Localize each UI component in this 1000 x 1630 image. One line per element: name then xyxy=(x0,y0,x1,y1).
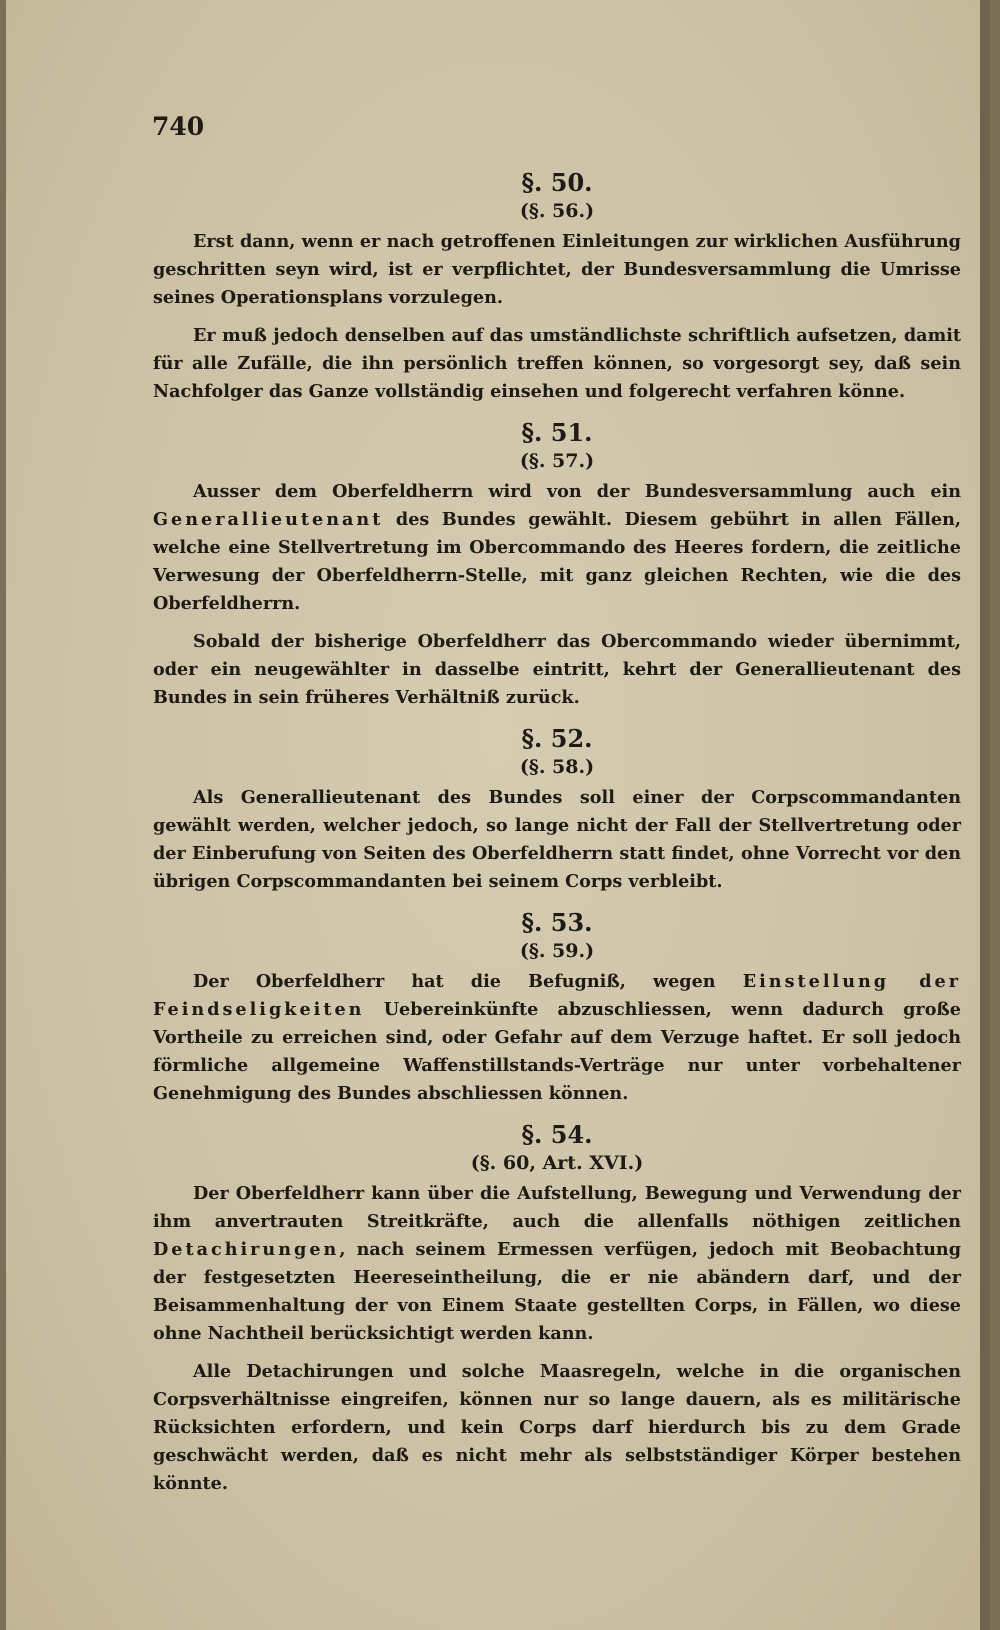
emphasized-term: Einstellung der Feindseligkeiten xyxy=(153,971,961,1020)
text-run: Alle Detachirungen und solche Maasregeln, welche in die organischen Corpsverhältnisse eingreifen, können nur so lange dauern, als es militärische Rücksichten erfordern, und kein Corps darf hierdurch bis zu dem Grade geschwächt werden, daß es nicht mehr als selbstständiger Körper bestehen könnte. xyxy=(153,1361,961,1494)
emphasized-term: Generallieutenant xyxy=(153,509,384,530)
section-reference: (§. 59.) xyxy=(519,940,595,962)
paragraph xyxy=(153,784,961,896)
scanned-page xyxy=(6,0,990,1630)
section-heading: §. 51. xyxy=(521,418,593,447)
text-run: Er muß jedoch denselben auf das umständlichste schriftlich aufsetzen, damit für alle Zufälle, die ihn persönlich treffen können, so vorgesorgt sey, daß sein Nachfolger das Ganze vollständig einsehen und folgerecht verfahren könne. xyxy=(153,325,961,402)
section-51 xyxy=(153,418,961,712)
paragraph xyxy=(153,628,961,712)
paragraph xyxy=(153,1180,961,1348)
text-run: Der Oberfeldherr hat die Befugniß, wegen xyxy=(193,971,743,992)
section-54 xyxy=(153,1120,961,1498)
text-run: Erst dann, wenn er nach getroffenen Einleitungen zur wirklichen Ausführung geschritten seyn wird, ist er verpflichtet, der Bundesversammlung die Umrisse seines Operationsplans vorzulegen. xyxy=(153,231,961,308)
section-53 xyxy=(153,908,961,1108)
section-52 xyxy=(153,724,961,896)
section-heading: §. 52. xyxy=(521,724,593,753)
text-run: des Bundes gewählt. Diesem gebührt in allen Fällen, welche eine Stellvertretung im Obercommando des Heeres fordern, die zeitliche Verwesung der Oberfeldherrn-Stelle, mit ganz gleichen Rechten, wie die des Oberfeldherrn. xyxy=(153,509,961,614)
text-run: Sobald der bisherige Oberfeldherr das Obercommando wieder übernimmt, oder ein neugewählter in dasselbe eintritt, kehrt der Generallieutenant des Bundes in sein früheres Verhältniß zurück. xyxy=(153,631,961,708)
section-reference: (§. 60, Art. XVI.) xyxy=(470,1152,644,1174)
page-edge-shadow xyxy=(980,0,990,1630)
page-body xyxy=(153,168,961,1510)
paragraph xyxy=(153,228,961,312)
section-reference: (§. 56.) xyxy=(519,200,595,222)
paragraph xyxy=(153,1358,961,1498)
paragraph xyxy=(153,968,961,1108)
section-heading: §. 50. xyxy=(521,168,593,197)
text-run: Ausser dem Oberfeldherrn wird von der Bundesversammlung auch ein xyxy=(193,481,961,502)
text-run: Als Generallieutenant des Bundes soll einer der Corpscommandanten gewählt werden, welcher jedoch, so lange nicht der Fall der Stellvertretung oder der Einberufung von Seiten des Oberfeldherrn statt findet, ohne Vorrecht vor den übrigen Corpscommandanten bei seinem Corps verbleibt. xyxy=(153,787,961,892)
paragraph xyxy=(153,322,961,406)
text-run: , nach seinem Ermessen verfügen, jedoch mit Beobachtung der festgesetzten Heereseintheilung, die er nie abändern darf, und der Beisammenhaltung der von Einem Staate gestellten Corps, in Fällen, wo diese ohne Nachtheil berücksichtigt werden kann. xyxy=(153,1239,961,1344)
section-reference: (§. 58.) xyxy=(519,756,595,778)
paragraph xyxy=(153,478,961,618)
section-heading: §. 54. xyxy=(521,1120,593,1149)
section-reference: (§. 57.) xyxy=(519,450,595,472)
text-run: Uebereinkünfte abzuschliessen, wenn dadurch große Vortheile zu erreichen sind, oder Gefahr auf dem Verzuge haftet. Er soll jedoch förmliche allgemeine Waffenstillstands-Verträge nur unter vorbehaltener Genehmigung des Bundes abschliessen können. xyxy=(153,999,961,1104)
section-heading: §. 53. xyxy=(521,908,593,937)
text-run: Der Oberfeldherr kann über die Aufstellung, Bewegung und Verwendung der ihm anvertrauten Streitkräfte, auch die allenfalls nöthigen zeitlichen xyxy=(153,1183,961,1232)
section-50 xyxy=(153,168,961,406)
emphasized-term: Detachirungen xyxy=(153,1239,340,1260)
page-number: 740 xyxy=(152,112,205,141)
